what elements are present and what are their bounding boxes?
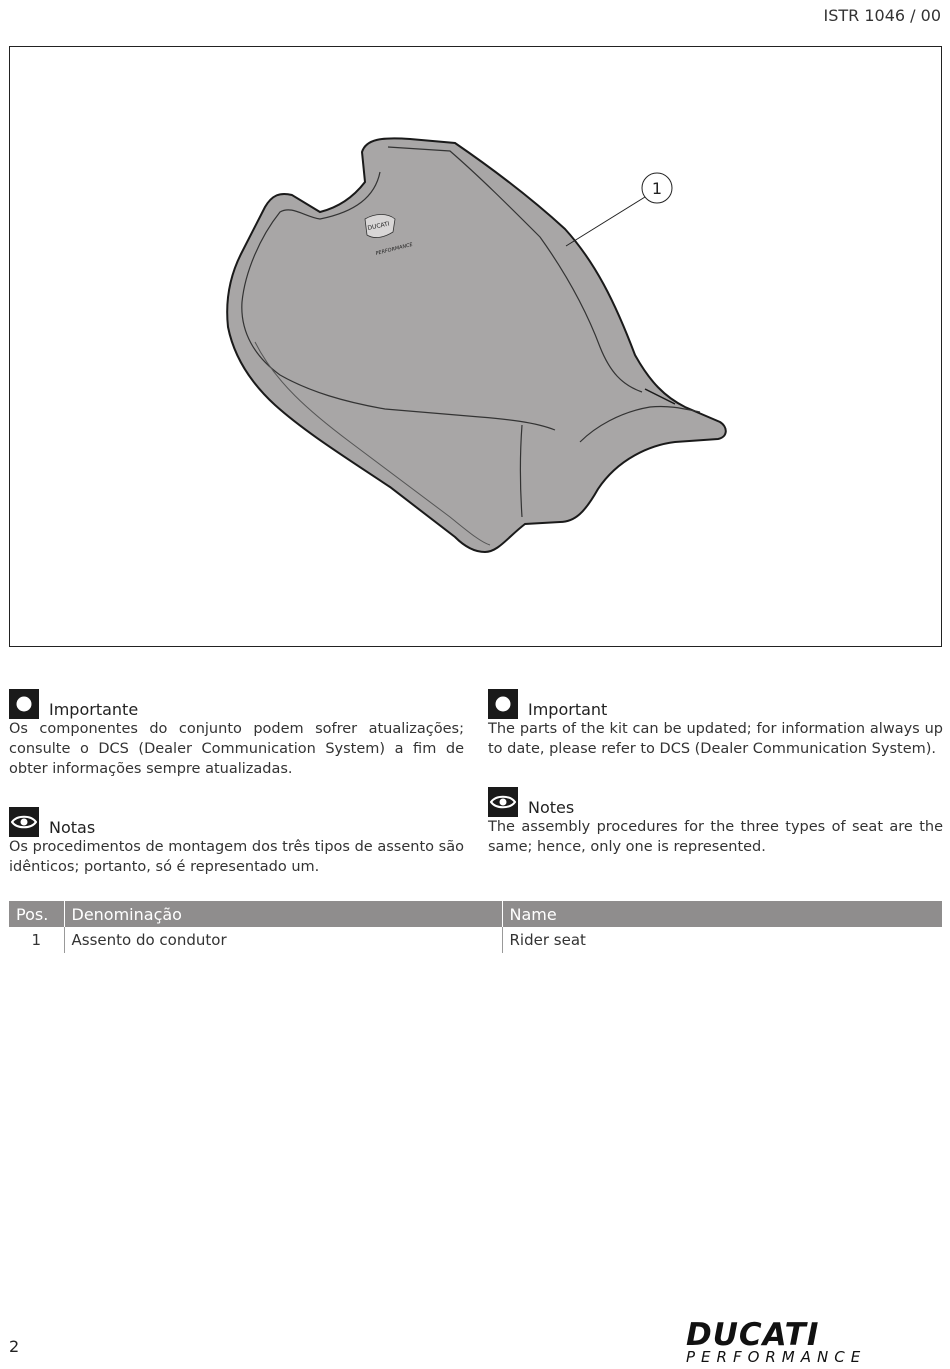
important-note-en [488,687,943,759]
table-header-row [9,901,942,927]
table-row [9,927,942,953]
important-text-pt: Os componentes do conjunto podem sofrer atualizações; consulte o DCS (Dealer Communication System) a fim de obter informações sempre atualizadas. [9,721,464,777]
notes-note-en [488,785,943,857]
important-text-en: The parts of the kit can be updated; for information always up to date, please refer to DCS (Dealer Communication System). [488,721,943,757]
cell-denominacao: Assento do condutor [64,927,502,953]
cell-pos: 1 [31,931,42,949]
callout-leader [566,197,645,246]
page-number: 2 [9,1337,20,1356]
notes-title-pt: Notas [49,818,96,837]
callout-label: 1 [651,179,663,198]
seat-illustration [9,46,942,647]
notes-note-pt [9,805,464,877]
notes-english [488,687,943,883]
important-title-en: Important [528,700,608,719]
important-note-pt [9,687,464,779]
ducati-performance-logo [686,1317,932,1366]
header-name: Name [502,901,942,927]
notes-text-en: The assembly procedures for the three types of seat are the same; hence, only one is represented. [488,819,943,855]
seat-logo-text: DUCATI [366,220,391,232]
important-dot-icon [9,689,39,719]
cell-name: Rider seat [502,927,942,953]
notes-text-pt: Os procedimentos de montagem dos três tipos de assento são idênticos; portanto, só é representado um. [9,839,464,875]
notes-portuguese [9,687,464,903]
eye-icon [9,807,39,837]
document-code: ISTR 1046 / 00 [823,6,941,25]
notes-title-en: Notes [528,798,575,817]
brand-name: DUCATI [686,1317,820,1353]
header-denominacao: Denominação [64,901,502,927]
seat-logo-subtext: PERFORMANCE [375,241,414,257]
header-pos: Pos. [9,901,64,927]
brand-sub: PERFORMANCE [686,1348,867,1366]
important-title-pt: Importante [49,700,139,719]
important-dot-icon [488,689,518,719]
eye-icon [488,787,518,817]
parts-table [9,901,942,953]
seat-drawing [10,47,941,646]
